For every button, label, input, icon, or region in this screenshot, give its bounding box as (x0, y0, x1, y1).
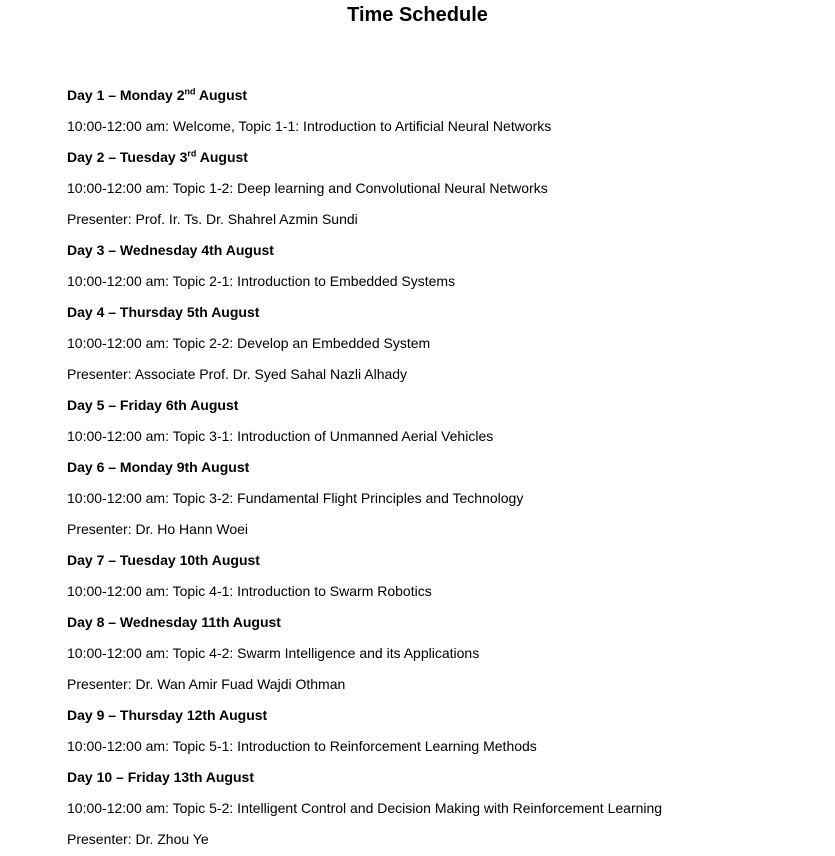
day-heading-text: Day 1 – Monday 2 (67, 87, 185, 103)
session-line: 10:00-12:00 am: Topic 4-2: Swarm Intelligence and its Applications (67, 645, 480, 661)
day-heading (67, 762, 815, 793)
day-heading (67, 142, 815, 173)
session-line: 10:00-12:00 am: Topic 2-2: Develop an Embedded System (67, 335, 431, 351)
session-line: 10:00-12:00 am: Topic 2-1: Introduction to Embedded Systems (67, 273, 456, 289)
day-heading (67, 452, 815, 483)
day-heading (67, 297, 815, 328)
session-line: 10:00-12:00 am: Topic 3-1: Introduction of Unmanned Aerial Vehicles (67, 428, 494, 444)
session-line: 10:00-12:00 am: Topic 3-2: Fundamental Flight Principles and Technology (67, 490, 524, 506)
day-heading-text: Day 3 – Wednesday 4th August (67, 242, 274, 258)
session-line: 10:00-12:00 am: Topic 1-2: Deep learning and Convolutional Neural Networks (67, 180, 548, 196)
day-heading-text: Day 9 – Thursday 12th August (67, 707, 268, 723)
day-heading-text: Day 5 – Friday 6th August (67, 397, 239, 413)
presenter-line: Presenter: Dr. Ho Hann Woei (67, 521, 249, 537)
day-heading (67, 390, 815, 421)
day-heading (67, 607, 815, 638)
day-heading-text: Day 10 – Friday 13th August (67, 769, 254, 785)
day-heading-text: Day 8 – Wednesday 11th August (67, 614, 281, 630)
day-heading-text: Day 7 – Tuesday 10th August (67, 552, 260, 568)
ordinal-superscript: rd (187, 148, 197, 159)
day-heading (67, 545, 815, 576)
day-heading-text: Day 2 – Tuesday 3 (67, 149, 188, 165)
day-heading-text: August (196, 149, 248, 165)
session-line: 10:00-12:00 am: Welcome, Topic 1-1: Introduction to Artificial Neural Networks (67, 118, 552, 134)
session-line: 10:00-12:00 am: Topic 4-1: Introduction to Swarm Robotics (67, 583, 432, 599)
presenter-line: Presenter: Associate Prof. Dr. Syed Sahal Nazli Alhady (67, 366, 408, 382)
day-heading-text: Day 4 – Thursday 5th August (67, 304, 260, 320)
session-line: 10:00-12:00 am: Topic 5-1: Introduction to Reinforcement Learning Methods (67, 738, 537, 754)
day-heading (67, 700, 815, 731)
schedule-list (67, 80, 815, 855)
ordinal-superscript: nd (184, 86, 196, 97)
day-heading (67, 80, 815, 111)
presenter-line: Presenter: Dr. Wan Amir Fuad Wajdi Othman (67, 676, 346, 692)
day-heading-text: August (195, 87, 248, 103)
day-heading-text: Day 6 – Monday 9th August (67, 459, 250, 475)
day-heading (67, 235, 815, 266)
page-title: Time Schedule (347, 4, 488, 26)
presenter-line: Presenter: Dr. Zhou Ye (67, 831, 209, 847)
presenter-line: Presenter: Prof. Ir. Ts. Dr. Shahrel Azmin Sundi (67, 211, 358, 227)
session-line: 10:00-12:00 am: Topic 5-2: Intelligent Control and Decision Making with Reinforcement Learning (67, 800, 663, 816)
